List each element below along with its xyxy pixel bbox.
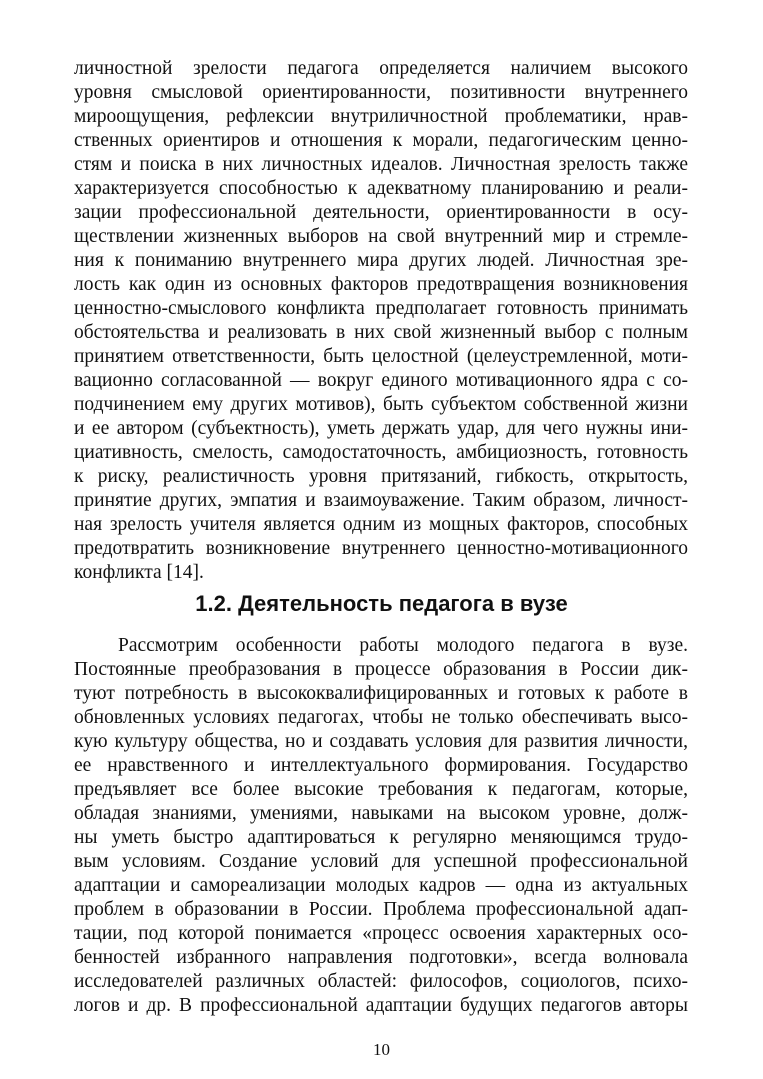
text-line: личностной зрелости педагога определяется наличием высокого <box>74 58 688 79</box>
text-line: предотвратить возникновение внутреннего ценностно-мотивационного <box>74 538 688 559</box>
text-line: характеризуется способностью к адекватному планированию и реали- <box>74 178 688 199</box>
text-line: принятие других, эмпатия и взаимоуважение. Таким образом, личност- <box>74 490 688 511</box>
text-line: логов и др. В профессиональной адаптации будущих педагогов авторы <box>74 995 688 1016</box>
text-line: Постоянные преобразования в процессе образования в России дик- <box>74 659 688 680</box>
text-line: к риску, реалистичность уровня притязаний, гибкость, открытость, <box>74 466 688 487</box>
text-line: конфликта [14]. <box>74 562 204 583</box>
text-line: циативность, смелость, самодостаточность, амбициозность, готовность <box>74 442 688 463</box>
text-line: туют потребность в высококвалифицированных и готовых к работе в <box>74 683 688 704</box>
text-line: ществлении жизненных выборов на свой внутренний мир и стремле- <box>74 226 688 247</box>
text-line: подчинением ему других мотивов), быть субъектом собственной жизни <box>74 394 688 415</box>
text-line: уровня смысловой ориентированности, позитивности внутреннего <box>74 82 688 103</box>
section-heading: 1.2. Деятельность педагога в вузе <box>195 591 568 616</box>
text-line: ны уметь быстро адаптироваться к регулярно меняющимся трудо- <box>74 827 688 848</box>
page-number: 10 <box>373 1040 390 1059</box>
text-line: лость как один из основных факторов предотвращения возникновения <box>74 274 688 295</box>
text-line: ственных ориентиров и отношения к морали, педагогическим ценно- <box>74 130 688 151</box>
text-line: зации профессиональной деятельности, ориентированности в осу- <box>74 202 688 223</box>
text-line: обладая знаниями, умениями, навыками на высоком уровне, долж- <box>74 803 688 824</box>
text-line: кую культуру общества, но и создавать условия для развития личности, <box>74 731 688 752</box>
text-line: ния к пониманию внутреннего мира других людей. Личностная зре- <box>74 250 688 271</box>
text-line: стям и поиска в них личностных идеалов. Личностная зрелость также <box>74 154 688 175</box>
text-line: вационно согласованной — вокруг единого мотивационного ядра с со- <box>74 370 688 391</box>
text-line: тации, под которой понимается «процесс освоения характерных осо- <box>74 923 688 944</box>
text-line: предъявляет все более высокие требования к педагогам, которые, <box>74 779 688 800</box>
text-line: обновленных условиях педагогах, чтобы не только обеспечивать высо- <box>74 707 688 728</box>
text-line: ее нравственного и интеллектуального формирования. Государство <box>74 755 688 776</box>
text-line: адаптации и самореализации молодых кадров — одна из актуальных <box>74 875 688 896</box>
text-line: бенностей избранного направления подготовки», всегда волновала <box>74 947 688 968</box>
text-line: Рассмотрим особенности работы молодого педагога в вузе. <box>118 635 688 656</box>
text-line: и ее автором (субъектность), уметь держать удар, для чего нужны ини- <box>74 418 688 439</box>
text-line: вым условиям. Создание условий для успешной профессиональной <box>74 851 688 872</box>
text-line: ная зрелость учителя является одним из мощных факторов, способных <box>74 514 688 535</box>
text-line: обстоятельства и реализовать в них свой жизненный выбор с полным <box>74 322 688 343</box>
text-line: мироощущения, рефлексии внутриличностной проблематики, нрав- <box>74 106 688 127</box>
text-line: проблем в образовании в России. Проблема профессиональной адап- <box>74 899 688 920</box>
text-line: исследователей различных областей: философов, социологов, психо- <box>74 971 688 992</box>
text-line: ценностно-смыслового конфликта предполагает готовность принимать <box>74 298 688 319</box>
text-line: принятием ответственности, быть целостной (целеустремленной, моти- <box>74 346 688 367</box>
